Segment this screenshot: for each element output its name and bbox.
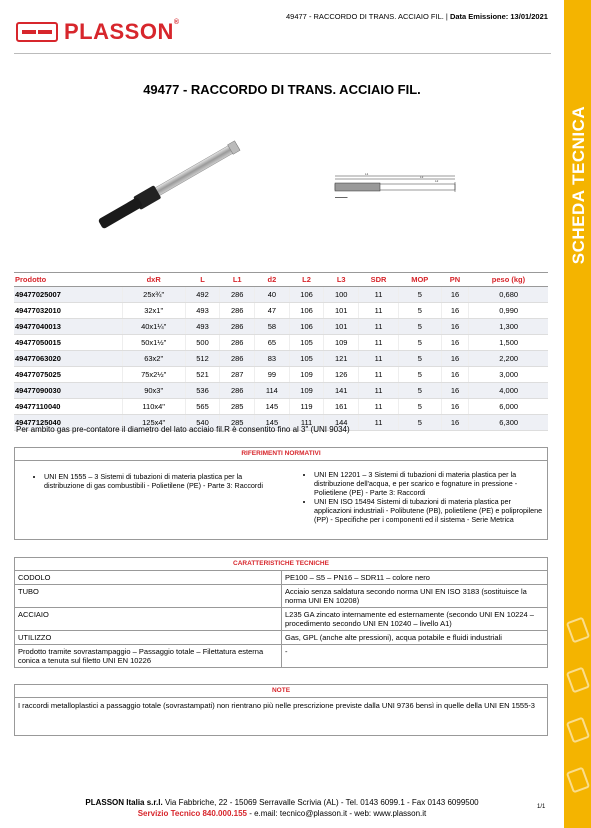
table-cell: 536 [185,383,220,399]
table-cell: 2,200 [469,351,548,367]
table-cell: 16 [441,415,469,431]
table-cell: 100 [324,287,359,303]
table-cell: 49477025007 [14,287,122,303]
table-cell: 119 [289,399,324,415]
table-cell: 49477032010 [14,303,122,319]
table-cell: 110x4" [122,399,185,415]
table-cell: 49477125040 [14,415,122,431]
table-cell: 109 [289,367,324,383]
table-cell: 11 [359,319,399,335]
caratteristica-value: PE100 – S5 – PN16 – SDR11 – colore nero [282,571,548,585]
table-cell: 285 [220,415,255,431]
table-cell: 49477050015 [14,335,122,351]
column-header: d2 [255,273,290,287]
table-cell: 63x2" [122,351,185,367]
table-header-row [14,273,548,287]
caratteristica-label: TUBO [15,585,282,608]
table-cell: 493 [185,303,220,319]
table-cell: 58 [255,319,290,335]
table-cell: 101 [324,303,359,319]
table-cell: 6,000 [469,399,548,415]
table-cell: 5 [398,319,441,335]
note-heading: NOTE [15,685,547,698]
table-cell: 0,680 [469,287,548,303]
table-cell: 286 [220,287,255,303]
table-cell: 0,990 [469,303,548,319]
table-cell: 25x¾" [122,287,185,303]
table-cell: 101 [324,319,359,335]
table-cell: 286 [220,335,255,351]
table-cell: 109 [289,383,324,399]
caratteristica-label: ACCIAIO [15,608,282,631]
table-cell: 106 [289,319,324,335]
table-cell: 105 [289,351,324,367]
table-cell: 16 [441,335,469,351]
table-cell: 492 [185,287,220,303]
table-cell: 105 [289,335,324,351]
table-cell: 16 [441,367,469,383]
column-header: L3 [324,273,359,287]
table-cell: 65 [255,335,290,351]
footer-contacts: - e.mail: tecnico@plasson.it - web: www.plasson.it [246,809,427,818]
table-row [14,287,548,303]
caratteristica-value: Gas, GPL (anche alte pressioni), acqua potabile e fluidi industriali [282,631,548,645]
table-cell: 11 [359,383,399,399]
table-cell: 16 [441,383,469,399]
caratteristica-value: Acciaio senza saldatura secondo norma UNI EN ISO 3183 (sostituisce la norma UNI EN 10208) [282,585,548,608]
header-doc-title: 49477 - RACCORDO DI TRANS. ACCIAIO FIL. [286,12,444,21]
table-cell: 5 [398,287,441,303]
table-row [14,383,548,399]
table-cell: 11 [359,367,399,383]
table-cell: 11 [359,335,399,351]
footer-company: PLASSON Italia s.r.l. [85,798,163,807]
table-cell: 111 [289,415,324,431]
column-header: dxR [122,273,185,287]
table-cell: 50x1½" [122,335,185,351]
table-row [14,319,548,335]
table-cell: 1,500 [469,335,548,351]
caratteristica-value: L235 GA zincato internamente ed esternamente (secondo UNI EN 10224 – procedimento secondo UNI EN 10240 – livello A1) [282,608,548,631]
table-cell: 141 [324,383,359,399]
column-header: MOP [398,273,441,287]
table-cell: 5 [398,335,441,351]
riferimenti-right-list [300,470,545,524]
caratteristica-row [15,631,547,645]
table-cell: 49477075025 [14,367,122,383]
table-row [14,351,548,367]
header-doc-info: 49477 - RACCORDO DI TRANS. ACCIAIO FIL. | Data Emissione: 13/01/2021 [286,12,548,21]
table-cell: 540 [185,415,220,431]
table-cell: 5 [398,399,441,415]
svg-text:L1: L1 [365,172,369,176]
table-cell: 145 [255,415,290,431]
column-header: L [185,273,220,287]
table-cell: 106 [289,303,324,319]
column-header: SDR [359,273,399,287]
caratteristiche-box [14,557,548,668]
table-cell: 99 [255,367,290,383]
table-cell: 16 [441,287,469,303]
caratteristica-label: CODOLO [15,571,282,585]
table-cell: 16 [441,399,469,415]
table-cell: 286 [220,319,255,335]
table-row [14,367,548,383]
logo-text: PLASSON [64,19,174,44]
table-cell: 161 [324,399,359,415]
column-header: PN [441,273,469,287]
table-cell: 32x1" [122,303,185,319]
plasson-logo: PLASSON® [16,20,201,44]
caratteristica-row [15,585,547,608]
plasson-watermark-icon [566,600,590,800]
plasson-logo-icon [16,22,58,42]
table-cell: 11 [359,287,399,303]
riferimento-item: • UNI EN 1555 – 3 Sistemi di tubazioni di materia plastica per la distribuzione di gas combustibili - Polietilene (PE) - Parte 3: Raccordi [44,472,280,490]
table-cell: 11 [359,415,399,431]
table-cell: 286 [220,383,255,399]
table-cell: 49477090030 [14,383,122,399]
table-cell: 11 [359,399,399,415]
caratteristica-row [15,608,547,631]
table-cell: 11 [359,351,399,367]
sidebar-label: SCHEDA TECNICA [569,105,588,265]
table-cell: 11 [359,303,399,319]
column-header: L1 [220,273,255,287]
svg-text:L2: L2 [435,179,439,183]
table-cell: 5 [398,351,441,367]
table-cell: 109 [324,335,359,351]
riferimenti-heading: RIFERIMENTI NORMATIVI [15,448,547,461]
table-cell: 47 [255,303,290,319]
table-cell: 286 [220,303,255,319]
table-cell: 126 [324,367,359,383]
table-cell: 114 [255,383,290,399]
caratteristica-label: UTILIZZO [15,631,282,645]
table-cell: 521 [185,367,220,383]
table-cell: 16 [441,319,469,335]
table-cell: 565 [185,399,220,415]
caratteristica-row [15,571,547,585]
table-cell: 83 [255,351,290,367]
table-cell: 5 [398,367,441,383]
table-cell: 3,000 [469,367,548,383]
footer-service: Servizio Tecnico 840.000.155 [137,809,247,818]
note-text: I raccordi metalloplastici a passaggio totale (sovrastampati) non rientrano più nelle prescrizione previste dalla UNI 9736 bensì in quelle della UNI EN 1555-3 [18,701,535,710]
table-row [14,399,548,415]
table-cell: 145 [255,399,290,415]
table-cell: 287 [220,367,255,383]
footer [0,797,564,819]
table-cell: 286 [220,351,255,367]
caratteristica-row [15,645,547,668]
table-cell: 5 [398,383,441,399]
table-cell: 49477040013 [14,319,122,335]
table-cell: 75x2½" [122,367,185,383]
caratteristica-label: Prodotto tramite sovrastampaggio – Passaggio totale – Filettatura esterna conica a tenuta sul filetto UNI EN 10226 [15,645,282,668]
column-header: Prodotto [14,273,122,287]
table-cell: 16 [441,303,469,319]
note-box [14,684,548,736]
table-cell: 90x3" [122,383,185,399]
caratteristiche-heading: CARATTERISTICHE TECNICHE [233,560,329,567]
riferimenti-left-list [30,472,280,490]
riferimenti-box [14,447,548,540]
table-cell: 49477110040 [14,399,122,415]
table-cell: 285 [220,399,255,415]
header-issue-date: Data Emissione: 13/01/2021 [449,12,548,21]
caratteristica-value: - [282,645,548,668]
table-cell: 4,000 [469,383,548,399]
sidebar-band [564,0,591,828]
table-cell: 500 [185,335,220,351]
header-divider [14,53,551,54]
svg-text:▬▬▬▬▬: ▬▬▬▬▬ [335,196,348,199]
table-cell: 106 [289,287,324,303]
table-row [14,335,548,351]
table-cell: 493 [185,319,220,335]
product-image [90,140,250,230]
riferimento-item: • UNI EN 12201 – 3 Sistemi di tubazioni di materia plastica per la distribuzione dell'acqua, e per scarico e fognature in pressione - Polietilene (PE) - Parte 3: Raccordi [314,470,545,497]
table-cell: 512 [185,351,220,367]
page-number: 1/1 [537,804,546,810]
table-cell: 40 [255,287,290,303]
technical-drawing [325,168,465,208]
column-header: L2 [289,273,324,287]
riferimento-item: • UNI EN ISO 15494 Sistemi di tubazioni di materia plastica per applicazioni industriali - Polibutene (PB), polietilene (PE) e polipropilene (PP) - Specifiche per i componenti ed il sistema - Serie Metrica [314,497,545,524]
table-cell: 121 [324,351,359,367]
table-cell: 5 [398,415,441,431]
table-row [14,303,548,319]
table-cell: 40x1¼" [122,319,185,335]
table-cell: 5 [398,303,441,319]
table-cell: 49477063020 [14,351,122,367]
table-cell: 144 [324,415,359,431]
svg-text:L3: L3 [420,175,424,179]
column-header: peso (kg) [469,273,548,287]
table-cell: 6,300 [469,415,548,431]
gas-note: Per ambito gas pre-contatore il diametro del lato acciaio fil.R è consentito fino al 3" (UNI 9034) [16,425,350,434]
table-cell: 1,300 [469,319,548,335]
table-cell: 16 [441,351,469,367]
caratteristiche-table [15,570,547,667]
footer-address: Via Fabbriche, 22 - 15069 Serravalle Scrivia (AL) - Tel. 0143 6099.1 - Fax 0143 6099500 [162,798,479,807]
page-title: 49477 - RACCORDO DI TRANS. ACCIAIO FIL. [143,82,421,97]
table-cell: 125x4" [122,415,185,431]
product-table [14,272,548,431]
